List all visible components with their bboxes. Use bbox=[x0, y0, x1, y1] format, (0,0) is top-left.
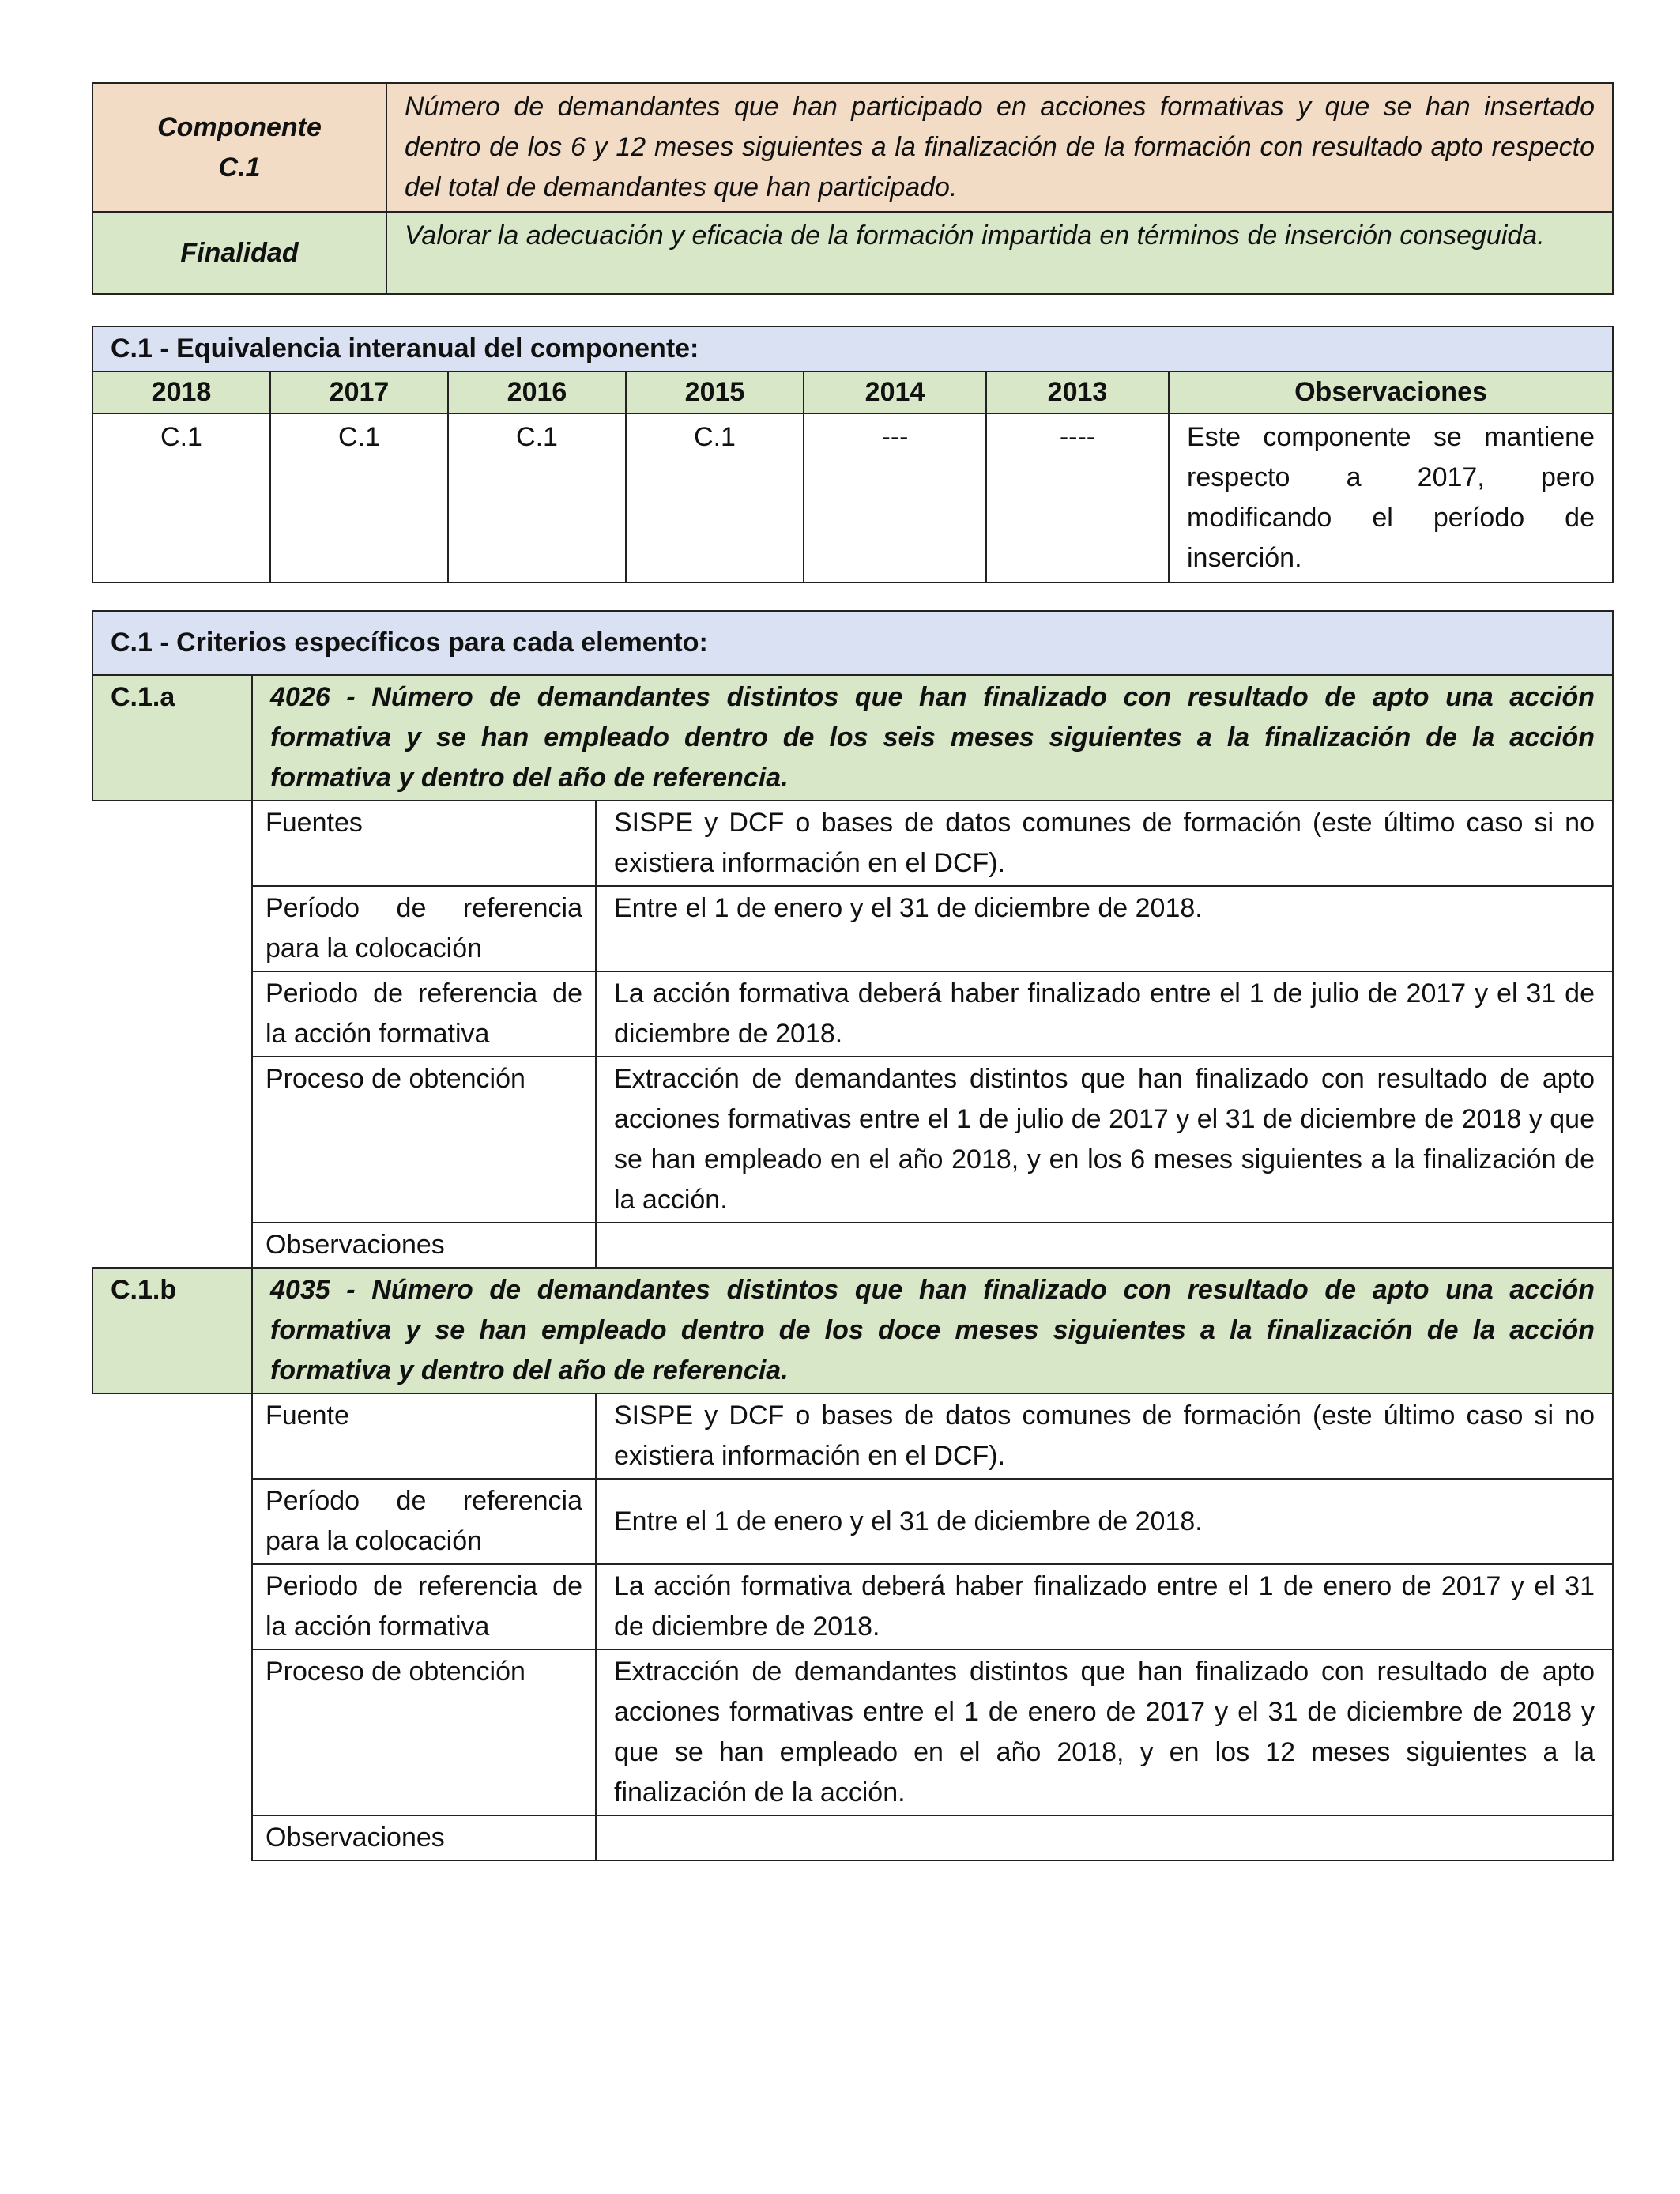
header-year: 2017 bbox=[270, 371, 448, 413]
purpose-row bbox=[92, 212, 1613, 294]
element-title: 4035 - Número de demandantes distintos que han finalizado con resultado de apto una acción formativa y se han empleado dentro de los doce meses siguientes a la finalización de la acción formativa y dentro del año de referencia. bbox=[252, 1268, 1613, 1393]
criteria-value bbox=[596, 1815, 1613, 1860]
equivalence-header-row bbox=[92, 371, 1613, 413]
criteria-value: Extracción de demandantes distintos que han finalizado con resultado de apto acciones formativas entre el 1 de julio de 2017 y el 31 de diciembre de 2018 y que se han empleado en el año 2018, y en los 6 meses siguientes a la finalización de la acción. bbox=[596, 1057, 1613, 1223]
criteria-value: Entre el 1 de enero y el 31 de diciembre de 2018. bbox=[596, 886, 1613, 971]
criteria-row bbox=[92, 1393, 1613, 1479]
criteria-key: Observaciones bbox=[252, 1223, 596, 1268]
element-code: C.1.b bbox=[92, 1268, 252, 1393]
header-year: 2014 bbox=[804, 371, 986, 413]
criteria-key: Periodo de referencia de la acción formativa bbox=[252, 971, 596, 1057]
criteria-row bbox=[92, 1649, 1613, 1815]
header-year: 2015 bbox=[626, 371, 804, 413]
component-label: Componente C.1 bbox=[92, 83, 386, 212]
equivalence-caption: C.1 - Equivalencia interanual del componente: bbox=[92, 326, 1613, 371]
criteria-table bbox=[92, 610, 1614, 1861]
equivalence-value: C.1 bbox=[626, 413, 804, 582]
element-header-row bbox=[92, 1268, 1613, 1393]
criteria-value: La acción formativa deberá haber finalizado entre el 1 de julio de 2017 y el 31 de diciembre de 2018. bbox=[596, 971, 1613, 1057]
component-description: Número de demandantes que han participado en acciones formativas y que se han insertado dentro de los 6 y 12 meses siguientes a la finalización de la formación con resultado apto respecto del total de demandantes que han participado. bbox=[386, 83, 1613, 212]
purpose-description: Valorar la adecuación y eficacia de la formación impartida en términos de inserción conseguida. bbox=[386, 212, 1613, 294]
equivalence-table bbox=[92, 326, 1614, 583]
criteria-row bbox=[92, 886, 1613, 971]
header-year: 2018 bbox=[92, 371, 270, 413]
criteria-row bbox=[92, 1479, 1613, 1564]
criteria-key: Observaciones bbox=[252, 1815, 596, 1860]
element-header-row bbox=[92, 675, 1613, 801]
criteria-key: Período de referencia para la colocación bbox=[252, 1479, 596, 1564]
equivalence-value: ---- bbox=[986, 413, 1169, 582]
equivalence-value: C.1 bbox=[92, 413, 270, 582]
criteria-key: Período de referencia para la colocación bbox=[252, 886, 596, 971]
criteria-key: Proceso de obtención bbox=[252, 1057, 596, 1223]
criteria-key: Periodo de referencia de la acción formativa bbox=[252, 1564, 596, 1649]
equivalence-value-row bbox=[92, 413, 1613, 582]
criteria-key: Fuente bbox=[252, 1393, 596, 1479]
criteria-value: Entre el 1 de enero y el 31 de diciembre de 2018. bbox=[596, 1479, 1613, 1564]
criteria-value: SISPE y DCF o bases de datos comunes de formación (este último caso si no existiera información en el DCF). bbox=[596, 1393, 1613, 1479]
criteria-row bbox=[92, 1057, 1613, 1223]
criteria-value: Extracción de demandantes distintos que han finalizado con resultado de apto acciones formativas entre el 1 de enero de 2017 y el 31 de diciembre de 2018 y que se han empleado en el año 2018, y en los 12 meses siguientes a la finalización de la acción. bbox=[596, 1649, 1613, 1815]
equivalence-value: C.1 bbox=[448, 413, 626, 582]
component-table bbox=[92, 82, 1614, 295]
equivalence-value: C.1 bbox=[270, 413, 448, 582]
criteria-value: SISPE y DCF o bases de datos comunes de formación (este último caso si no existiera información en el DCF). bbox=[596, 801, 1613, 886]
criteria-value bbox=[596, 1223, 1613, 1268]
element-title: 4026 - Número de demandantes distintos que han finalizado con resultado de apto una acción formativa y se han empleado dentro de los seis meses siguientes a la finalización de la acción formativa y dentro del año de referencia. bbox=[252, 675, 1613, 801]
criteria-key: Fuentes bbox=[252, 801, 596, 886]
header-observations: Observaciones bbox=[1169, 371, 1613, 413]
criteria-row bbox=[92, 971, 1613, 1057]
header-year: 2013 bbox=[986, 371, 1169, 413]
criteria-caption: C.1 - Criterios específicos para cada elemento: bbox=[92, 611, 1613, 675]
criteria-row bbox=[92, 801, 1613, 886]
equivalence-observation: Este componente se mantiene respecto a 2017, pero modificando el período de inserción. bbox=[1169, 413, 1613, 582]
element-code: C.1.a bbox=[92, 675, 252, 801]
criteria-row bbox=[92, 1223, 1613, 1268]
criteria-value: La acción formativa deberá haber finalizado entre el 1 de enero de 2017 y el 31 de diciembre de 2018. bbox=[596, 1564, 1613, 1649]
header-year: 2016 bbox=[448, 371, 626, 413]
criteria-key: Proceso de obtención bbox=[252, 1649, 596, 1815]
equivalence-value: --- bbox=[804, 413, 986, 582]
criteria-row bbox=[92, 1564, 1613, 1649]
component-row bbox=[92, 83, 1613, 212]
purpose-label: Finalidad bbox=[92, 212, 386, 294]
criteria-row bbox=[92, 1815, 1613, 1860]
